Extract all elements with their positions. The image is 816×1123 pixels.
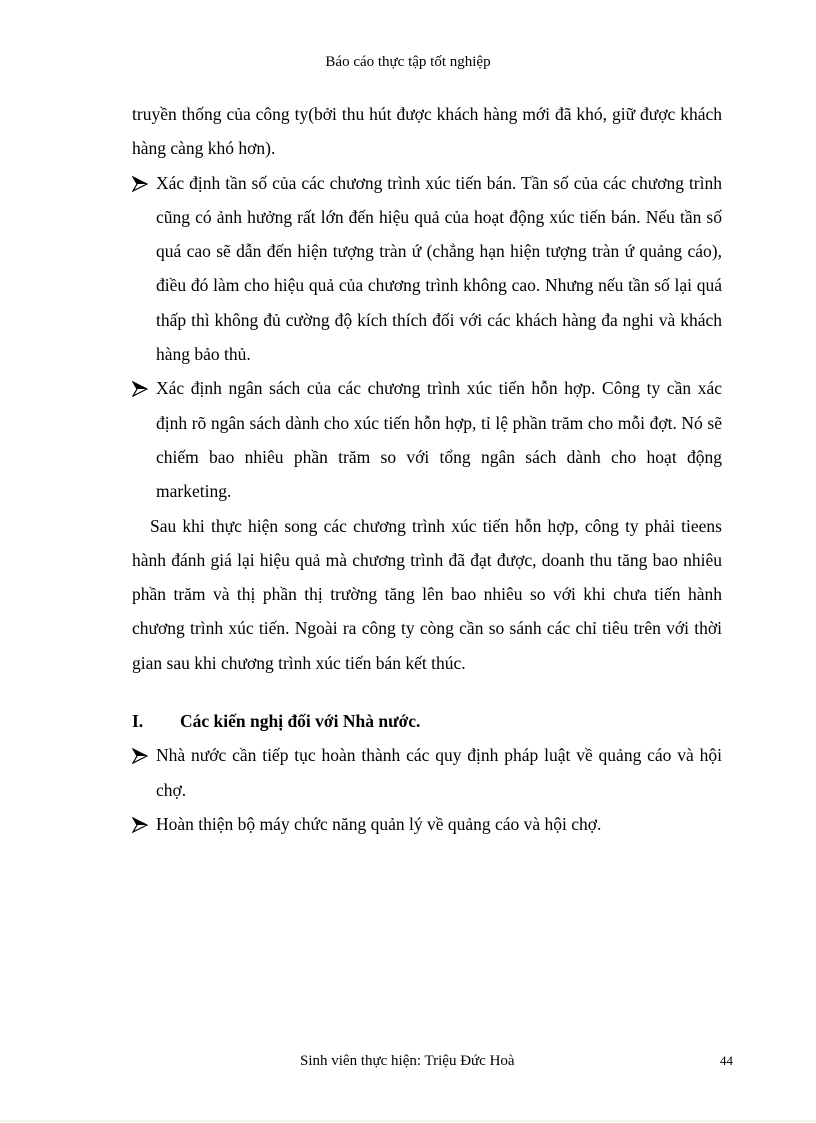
arrowhead-bullet-icon: [132, 381, 148, 397]
paragraph-2: Sau khi thực hiện song các chương trình xúc tiến hỗn hợp, công ty phải tieens hành đánh giá lại hiệu quả mà chương trình đã đạt được, doanh thu tăng bao nhiêu phần trăm và thị phần thị trường tăng lên bao nhiêu so với khi chưa tiến hành chương trình xúc tiến. Ngoài ra công ty còng cần so sánh các chỉ tiêu trên với thời gian sau khi chương trình xúc tiến bán kết thúc.: [132, 515, 722, 673]
bullet-item: [132, 738, 722, 807]
bullet-text: Xác định ngân sách của các chương trình xúc tiến hỗn hợp. Công ty cần xác định rõ ngân sách dành cho xúc tiến hỗn hợp, tỉ lệ phần trăm cho mỗi đợt. Nó sẽ chiếm bao nhiêu phần trăm so với tổng ngân sách dành cho hoạt động marketing.: [156, 378, 722, 502]
page-body: [132, 97, 722, 841]
arrowhead-bullet-icon: [132, 748, 148, 764]
section-title: Các kiến nghị đối với Nhà nước.: [180, 711, 421, 732]
footer-student: Sinh viên thực hiện: Triệu Đức Hoà: [300, 1053, 515, 1069]
bullet-text: Xác định tần số của các chương trình xúc tiến bán. Tần số của các chương trình cũng có ảnh hưởng rất lớn đến hiệu quả của hoạt động xúc tiến bán. Nếu tần số quá cao sẽ dẫn đến hiện tượng tràn ứ (chẳng hạn hiện tượng tràn ứ quảng cáo), điều đó làm cho hiệu quả của chương trình không cao. Nhưng nếu tần số lại quá thấp thì không đủ cường độ kích thích đối với các khách hàng đa nghi và khách hàng bảo thủ.: [156, 172, 722, 365]
paragraph-1: truyền thống của công ty(bởi thu hút được khách hàng mới đã khó, giữ được khách hàng càng khó hơn).: [132, 104, 722, 159]
bullet-item: [132, 371, 722, 508]
arrowhead-bullet-icon: [132, 817, 148, 833]
page-edge: [0, 1120, 816, 1122]
page-number: 44: [720, 1053, 733, 1068]
arrowhead-bullet-icon: [132, 176, 148, 192]
bullet-item: [132, 807, 722, 841]
page-header: Báo cáo thực tập tốt nghiệp: [325, 54, 491, 70]
section-number: I.: [132, 711, 144, 732]
bullet-item: [132, 166, 722, 372]
bullet-text: Hoàn thiện bộ máy chức năng quản lý về quảng cáo và hội chợ.: [156, 813, 602, 834]
section-heading: [132, 704, 722, 738]
bullet-text: Nhà nước cần tiếp tục hoàn thành các quy định pháp luật về quảng cáo và hội chợ.: [156, 745, 722, 800]
